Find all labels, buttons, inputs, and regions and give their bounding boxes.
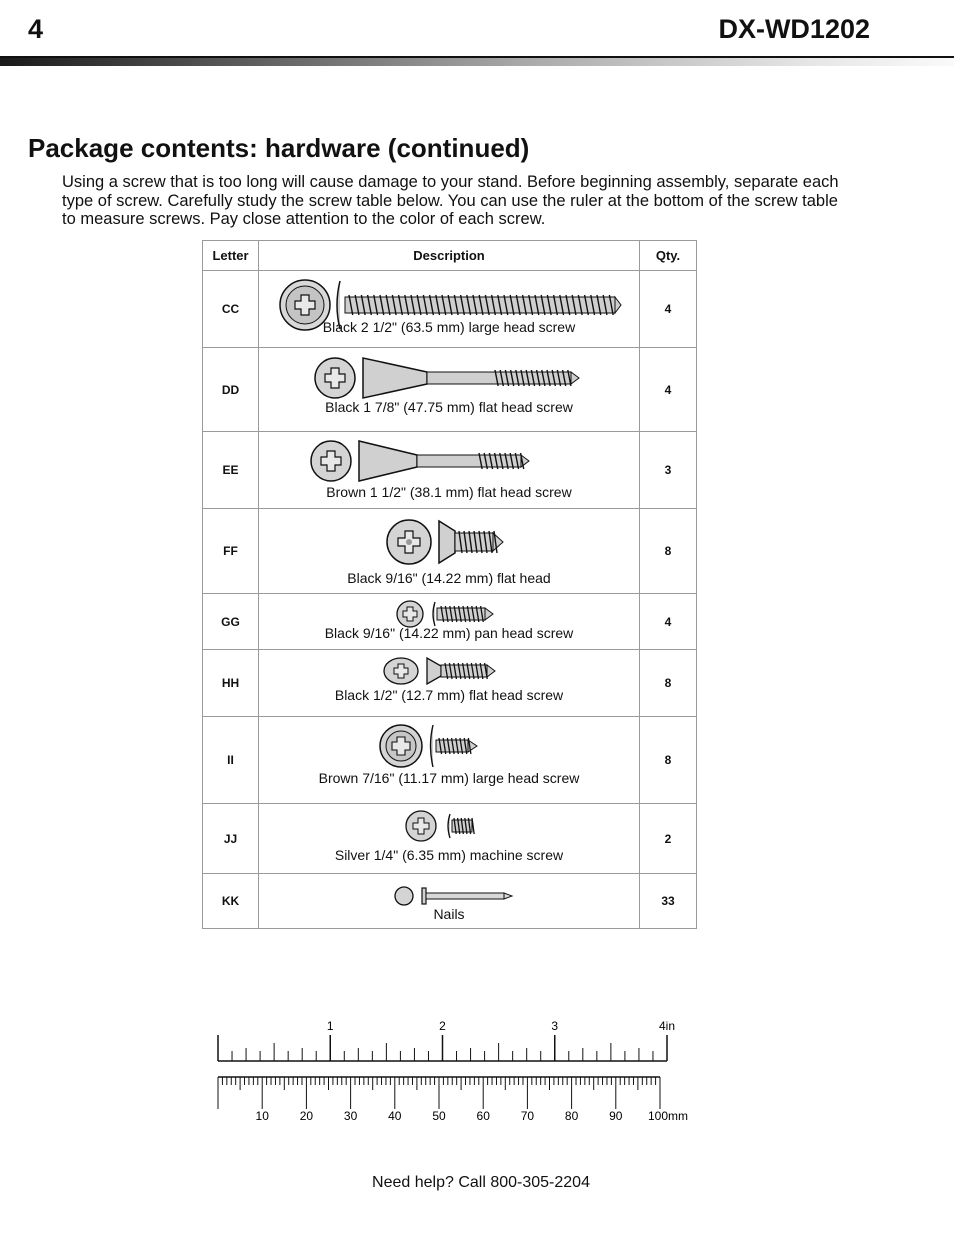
large-head-screw-icon: [259, 271, 639, 347]
inch-label: 3: [551, 1019, 559, 1033]
model-number: DX-WD1202: [718, 14, 870, 44]
row-description: [259, 594, 640, 650]
header-gradient-bar: [0, 58, 954, 66]
row-description: [259, 717, 640, 804]
description-text: Black 9/16" (14.22 mm) pan head screw: [324, 625, 574, 641]
table-row: [203, 874, 697, 929]
table-header-row: [203, 241, 697, 271]
row-qty: 3: [640, 432, 697, 509]
mm-label: 70: [520, 1109, 535, 1123]
description-text: Brown 7/16" (11.17 mm) large head screw: [318, 770, 580, 786]
mm-label: 10: [255, 1109, 269, 1123]
mm-label: 60: [476, 1109, 490, 1123]
inch-scale: [218, 1019, 675, 1061]
row-letter: DD: [203, 348, 259, 432]
flat-head-screw-icon: [259, 348, 639, 431]
description-text: Black 2 1/2" (63.5 mm) large head screw: [322, 319, 576, 335]
row-letter: EE: [203, 432, 259, 509]
description-text: Nails: [433, 906, 465, 922]
table-row: [203, 271, 697, 348]
large-head-screw-icon: [259, 717, 639, 803]
table-row: [203, 348, 697, 432]
flat-head-screw-icon: [259, 650, 639, 716]
page-number: 4: [28, 14, 44, 44]
row-description: [259, 874, 640, 929]
inch-label: 4in: [659, 1019, 676, 1033]
table-row: [203, 717, 697, 804]
row-qty: 8: [640, 717, 697, 804]
table-row: [203, 509, 697, 594]
header-letter: Letter: [203, 241, 259, 271]
row-letter: GG: [203, 594, 259, 650]
row-qty: 2: [640, 804, 697, 874]
row-description: [259, 650, 640, 717]
header-qty: Qty.: [640, 241, 697, 271]
table-row: [203, 432, 697, 509]
help-line: Need help? Call 800-305-2204: [372, 1174, 590, 1191]
description-text: Black 1/2" (12.7 mm) flat head screw: [334, 687, 564, 703]
row-letter: FF: [203, 509, 259, 594]
row-qty: 4: [640, 594, 697, 650]
intro-paragraph: Using a screw that is too long will cause damage to your stand. Before beginning assembly, separate each type of screw. Carefully study the screw table below. You can use the ruler at the bottom of the screw table to measure screws. Pay close attention to the color of each screw.: [62, 173, 839, 228]
row-letter: JJ: [203, 804, 259, 874]
inch-label: 2: [439, 1019, 446, 1033]
description-text: Black 9/16" (14.22 mm) flat head: [347, 570, 551, 586]
row-description: [259, 804, 640, 874]
measuring-ruler: [200, 1010, 700, 1135]
screw-table: [202, 240, 697, 929]
row-letter: CC: [203, 271, 259, 348]
table-row: [203, 650, 697, 717]
mm-label: 40: [388, 1109, 402, 1123]
row-description: [259, 509, 640, 594]
mm-scale: [218, 1077, 688, 1123]
description-text: Silver 1/4" (6.35 mm) machine screw: [334, 847, 564, 863]
row-description: [259, 432, 640, 509]
row-qty: 8: [640, 650, 697, 717]
row-qty: 8: [640, 509, 697, 594]
table-row: [203, 804, 697, 874]
header-description: Description: [259, 241, 640, 271]
mm-label: 80: [564, 1109, 579, 1123]
mm-label: 100mm: [648, 1109, 689, 1123]
mm-label: 90: [609, 1109, 623, 1123]
inch-label: 1: [326, 1019, 334, 1033]
row-letter: HH: [203, 650, 259, 717]
mm-label: 30: [343, 1109, 358, 1123]
section-title: Package contents: hardware (continued): [28, 133, 530, 163]
row-qty: 4: [640, 271, 697, 348]
table-row: [203, 594, 697, 650]
row-description: [259, 348, 640, 432]
description-text: Brown 1 1/2" (38.1 mm) flat head screw: [326, 484, 572, 500]
description-text: Black 1 7/8" (47.75 mm) flat head screw: [325, 399, 573, 415]
row-letter: KK: [203, 874, 259, 929]
row-qty: 4: [640, 348, 697, 432]
mm-label: 50: [432, 1109, 446, 1123]
row-description: [259, 271, 640, 348]
row-qty: 33: [640, 874, 697, 929]
mm-label: 20: [299, 1109, 314, 1123]
row-letter: II: [203, 717, 259, 804]
